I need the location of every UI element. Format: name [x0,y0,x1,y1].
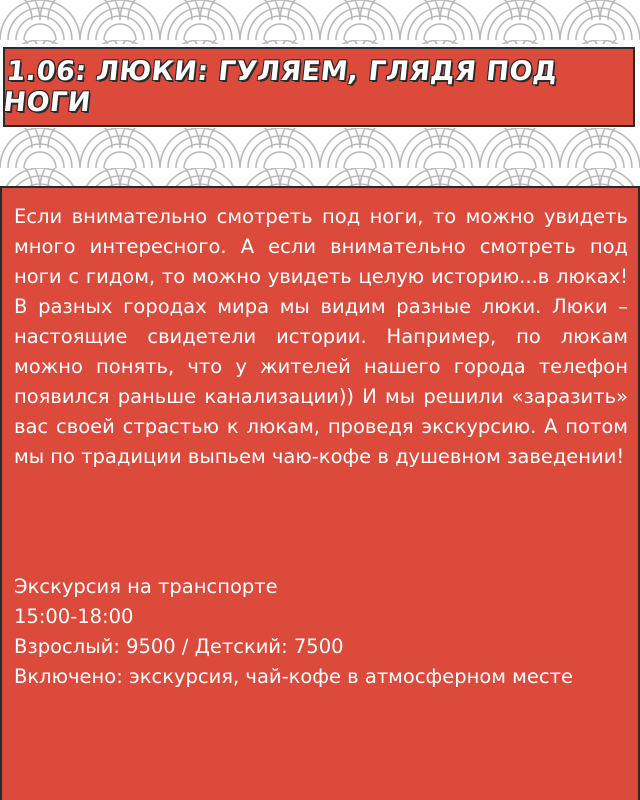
page-title: 1.06: ЛЮКИ: ГУЛЯЕМ, ГЛЯДЯ ПОД НОГИ [1,56,560,118]
wave-pattern-top [0,0,640,44]
tour-info [14,572,628,692]
tour-included: Включено: экскурсия, чай-кофе в атмосферном месте [14,665,573,688]
title-banner [3,47,635,127]
description-text: Если внимательно смотреть под ноги, то можно увидеть много интересного. А если внимательно смотреть под ноги с гидом, то можно увидеть целую историю...в люках! В разных городах мира мы видим разные люки. Люки – настоящие свидетели истории. Например, по люкам можно понять, что у жителей нашего города телефон появился раньше канализации)) И мы решили «заразить» вас своей страстью к люкам, проведя экскурсию. А потом мы по традиции выпьем чаю-кофе в душевном заведении! [14,205,628,468]
content-panel [0,186,640,800]
tour-type: Экскурсия на транспорте [14,575,278,598]
tour-time: 15:00-18:00 [14,605,134,628]
tour-price: Взрослый: 9500 / Детский: 7500 [14,635,344,658]
wave-pattern-middle [0,128,640,186]
